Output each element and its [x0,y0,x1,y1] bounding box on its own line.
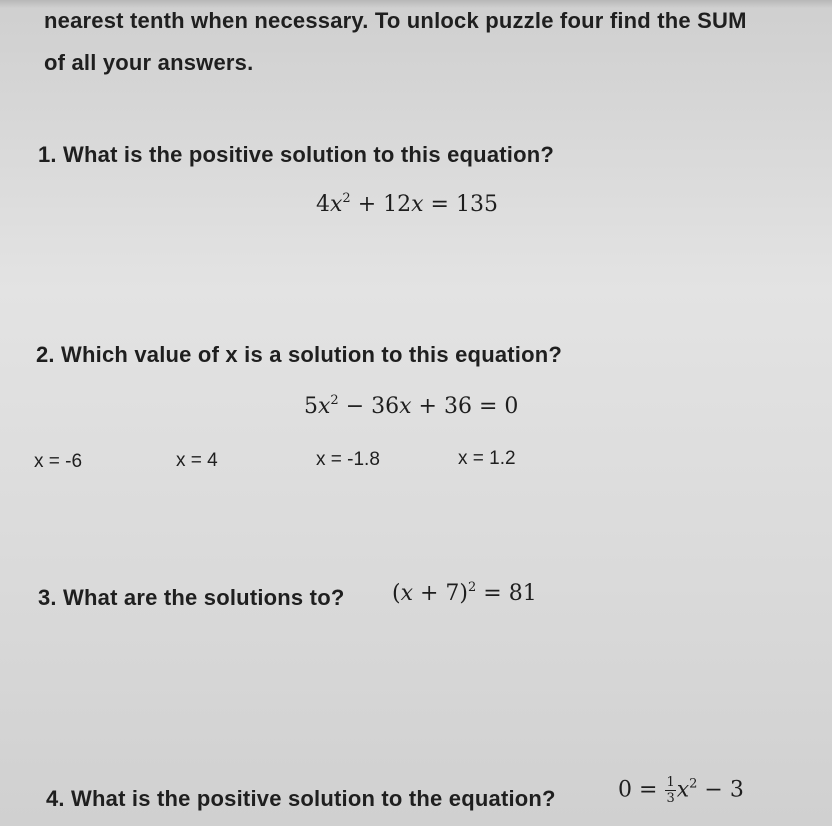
intro-line-1: nearest tenth when necessary. To unlock puzzle four find the SUM [44,8,747,33]
question-2-prompt: 2. Which value of x is a solution to this equation? [36,342,563,367]
question-4-prompt: 4. What is the positive solution to the equation? [46,786,556,811]
choice-a[interactable]: x = -6 [34,451,83,472]
question-3-prompt: 3. What are the solutions to? [38,585,345,610]
fraction-one-third: $\frac{1}{3}$ [666,775,675,806]
question-4-equation: 0 = $\frac{1}{3}$ $x^2 - 3$ [618,775,744,806]
question-2-equation: $5x^2 - 36x + 36 = 0$ [304,393,519,419]
question-3-equation: $(x + 7)^2 = 81$ [392,580,537,606]
intro-line-2: of all your answers. [44,50,254,75]
cropped-header-edge [0,0,832,8]
question-1-prompt: 1. What is the positive solution to this equation? [38,142,555,167]
question-1-equation: $4x^2 + 12x = 135$ [316,191,498,217]
choice-c[interactable]: x = -1.8 [316,449,380,470]
choice-d[interactable]: x = 1.2 [458,448,516,469]
choice-b[interactable]: x = 4 [176,450,218,471]
